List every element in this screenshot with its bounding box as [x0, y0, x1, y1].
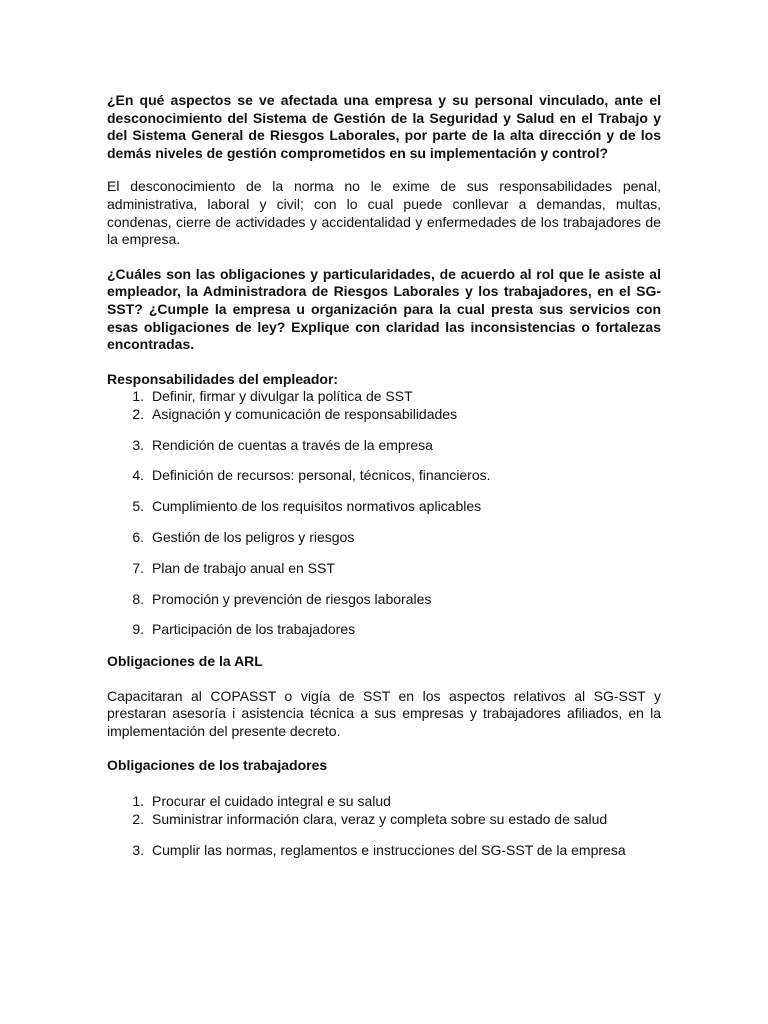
- answer-1: El desconocimiento de la norma no le exime de sus responsabilidades penal, administrativa, laboral y civil; con lo cual puede conllevar a demandas, multas, condenas, cierre de actividades y accidentalidad y enfermedades de los trabajadores de la empresa.: [107, 178, 661, 248]
- list-item: 4. Definición de recursos: personal, técnicos, financieros.: [132, 467, 491, 484]
- question-1: ¿En qué aspectos se ve afectada una empresa y su personal vinculado, ante el desconocimiento del Sistema de Gestión de la Seguridad y Salud en el Trabajo y del Sistema General de Riesgos Laborales, por parte de la alta dirección y de los demás niveles de gestión comprometidos en su implementación y control?: [107, 92, 661, 161]
- list-item: 2. Asignación y comunicación de responsabilidades: [132, 405, 458, 422]
- list-item: 3. Cumplir las normas, reglamentos e instrucciones del SG-SST de la empresa: [132, 842, 626, 859]
- list-item: 5. Cumplimiento de los requisitos normativos aplicables: [132, 498, 482, 515]
- arl-text: Capacitaran al COPASST o vigía de SST en los aspectos relativos al SG-SST y prestaran asesoría i asistencia técnica a sus empresas y trabajadores afiliados, en la implementación del presente decreto.: [107, 687, 661, 739]
- list-item: 8. Promoción y prevención de riesgos laborales: [132, 590, 432, 607]
- question-2: ¿Cuáles son las obligaciones y particularidades, de acuerdo al rol que le asiste al empleador, la Administradora de Riesgos Laborales y los trabajadores, en el SG-SST? ¿Cumple la empresa u organización para la cual presta sus servicios con esas obligaciones de ley? Explique con claridad las inconsistencias o fortalezas encontradas.: [107, 265, 661, 353]
- list-item: 3. Rendición de cuentas a través de la empresa: [132, 436, 433, 453]
- list-item: 1. Procurar el cuidado integral e su salud: [132, 792, 391, 809]
- list-item: 2. Suministrar información clara, veraz y completa sobre su estado de salud: [132, 810, 608, 827]
- list-item: 6. Gestión de los peligros y riesgos: [132, 529, 355, 546]
- list-item: 7. Plan de trabajo anual en SST: [132, 559, 335, 576]
- workers-list: [107, 793, 661, 860]
- list-item: 9. Participación de los trabajadores: [132, 621, 356, 638]
- employer-heading: Responsabilidades del empleador:: [107, 370, 339, 387]
- list-item: 1. Definir, firmar y divulgar la política de SST: [132, 388, 413, 405]
- workers-heading: Obligaciones de los trabajadores: [107, 757, 328, 774]
- employer-list: [107, 388, 661, 639]
- arl-heading: Obligaciones de la ARL: [107, 652, 263, 669]
